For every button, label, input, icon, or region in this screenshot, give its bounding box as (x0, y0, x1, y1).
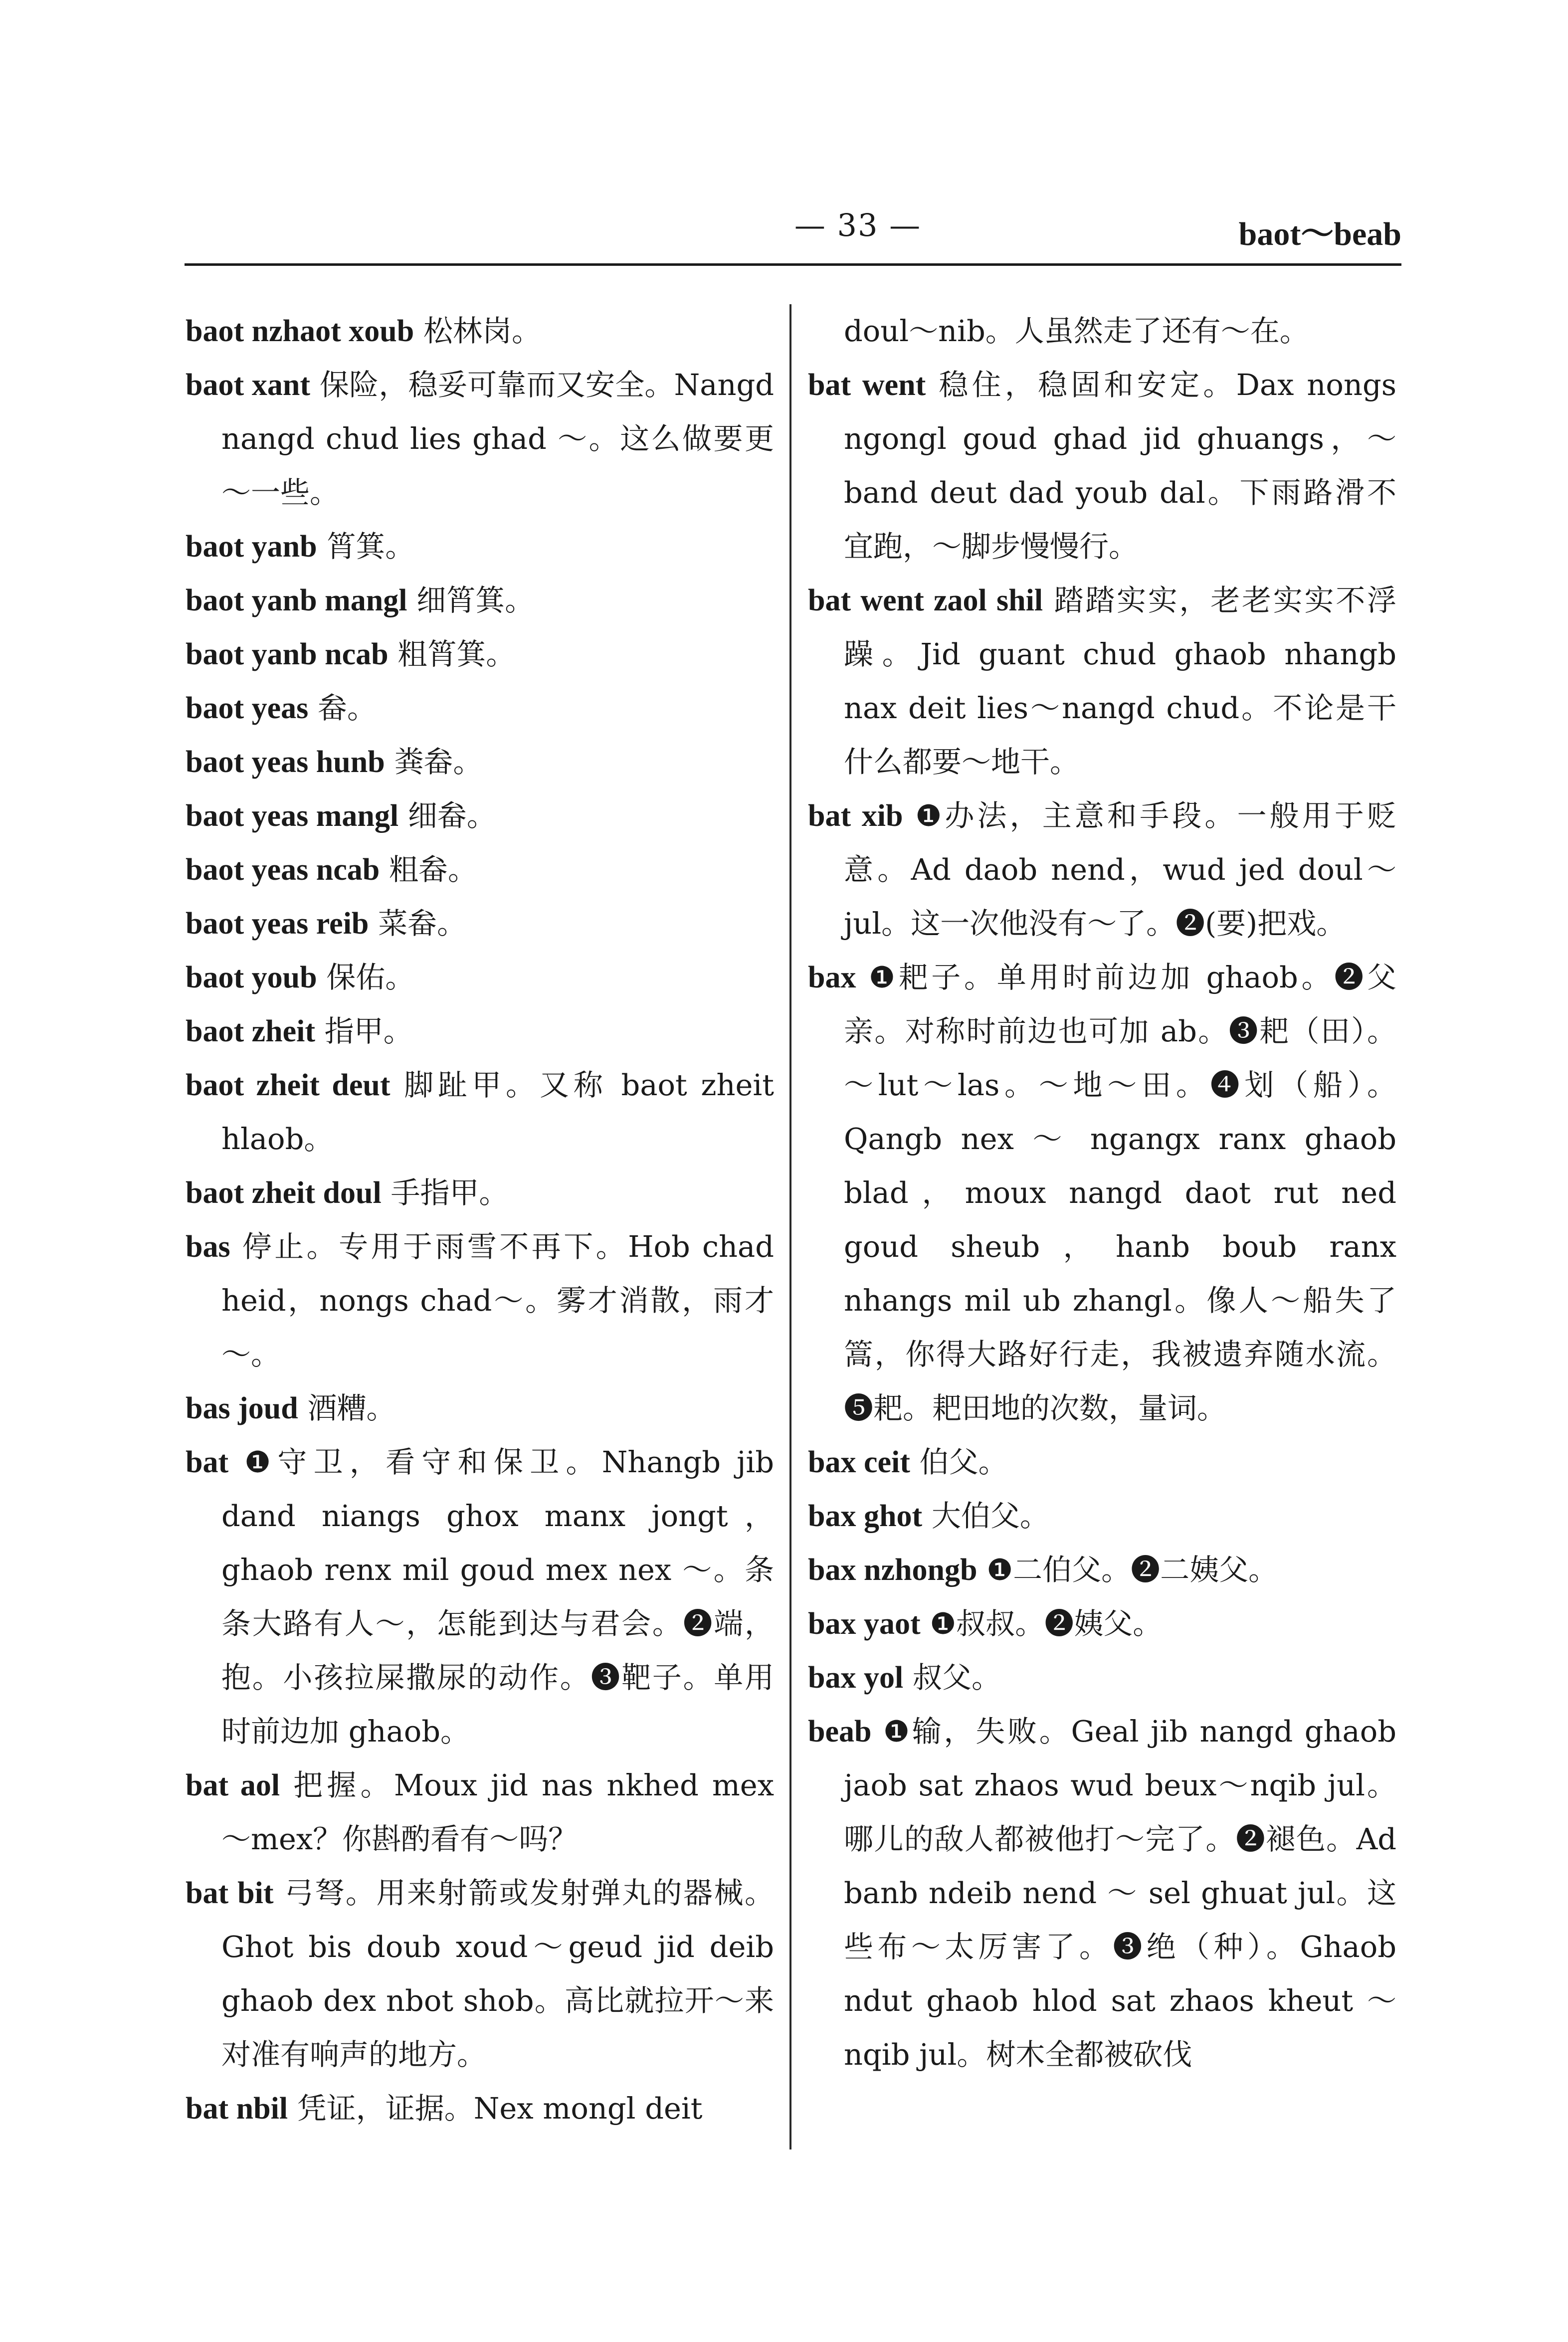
entry-definition: 踏踏实实，老老实实不浮躁。Jid guant chud ghaob nhangb nax deit lies～nangd chud。不论是干什么都要～地干。 (844, 583, 1396, 779)
dictionary-entry (808, 304, 1396, 358)
dictionary-entry (186, 951, 774, 1004)
entry-headword: baot yeas (186, 691, 309, 725)
dictionary-entry (186, 1435, 774, 1758)
entry-definition: ❶二伯父。❷二姨父。 (977, 1553, 1278, 1587)
entry-definition: 停止。专用于雨雪不再下。Hob chad heid，nongs chad～。雾才消散，雨才～。 (221, 1229, 774, 1371)
dictionary-entry (186, 304, 774, 358)
left-column (186, 304, 774, 2136)
entry-definition: ❶守卫，看守和保卫。Nhangb jib dand niangs ghox manx jongt，ghaob renx mil goud mex nex ～。条条大路有人～，怎能到达与君会。❷端，抱。小孩拉屎撒尿的动作。❸靶子。单用时前边加 ghaob。 (221, 1445, 774, 1749)
entry-definition: 松林岗。 (414, 314, 541, 348)
dictionary-entry (808, 1489, 1396, 1543)
entry-headword: bat went zaol shil (808, 584, 1043, 617)
dictionary-entry (186, 789, 774, 843)
entry-headword: bat bit (186, 1876, 274, 1910)
entry-definition: doul～nib。人虽然走了还有～在。 (844, 314, 1309, 348)
entry-headword: bax yaot (808, 1607, 921, 1641)
entry-definition: 畚。 (308, 691, 377, 725)
entry-definition: ❶输，失败。Geal jib nangd ghaob jaob sat zhaos wud beux～nqib jul。哪儿的敌人都被他打～完了。❷褪色。Ad banb ndeib nend ～ sel ghuat jul。这些布～太厉害了。❸绝（种）。Ghaob ndut ghaob hlod sat zhaos kheut ～ nqib jul。树木全都被砍伐 (844, 1714, 1396, 2072)
dictionary-entry (186, 681, 774, 735)
entry-definition: 粗筲箕。 (388, 637, 516, 671)
entry-definition: ❶耙子。单用时前边加 ghaob。❷父亲。对称时前边也可加 ab。❸耙（田）。～lut～las。～地～田。❹划（船）。Qangb nex ～ ngangx ranx ghaob blad，moux nangd daot rut ned goud sheub，hanb boub ranx nhangs mil ub zhangl。像人～船失了篙，你得大路好行走，我被遗弃随水流。❺耙。耙田地的次数，量词。 (844, 960, 1396, 1425)
entry-definition: 叔父。 (903, 1660, 1001, 1695)
entry-definition: 指甲。 (315, 1014, 413, 1048)
dictionary-entry (808, 1597, 1396, 1651)
entry-definition: 保险，稳妥可靠而又安全。Nangd nangd chud lies ghad ～。这么做要更～一些。 (221, 368, 774, 510)
entry-definition: 细畚。 (398, 798, 496, 833)
dictionary-entry (808, 1651, 1396, 1705)
entry-definition: ❶叔叔。❷姨父。 (920, 1606, 1163, 1641)
entry-headword: bas (186, 1230, 230, 1264)
entry-definition: ❶办法，主意和手段。一般用于贬意。Ad daob nend，wud jed doul～jul。这一次他没有～了。❷(要)把戏。 (844, 798, 1396, 941)
entry-definition: 弓弩。用来射箭或发射弹丸的器械。Ghot bis doub xoud～geud jid deib ghaob dex nbot shob。高比就拉开～来对准有响声的地方。 (221, 1876, 774, 2072)
entry-headword: baot zheit (186, 1014, 316, 1048)
dictionary-entry (808, 358, 1396, 574)
entry-definition: 菜畚。 (369, 906, 467, 941)
entry-definition: 筲箕。 (317, 529, 415, 564)
entry-headword: baot yeas ncab (186, 853, 380, 887)
entry-headword: bax ceit (808, 1445, 910, 1479)
dictionary-entry (186, 843, 774, 897)
entry-headword: beab (808, 1715, 872, 1749)
entry-headword: bat xib (808, 799, 903, 833)
entry-definition: 手指甲。 (381, 1175, 509, 1210)
entry-definition: 凭证，证据。Nex mongl deit (288, 2091, 703, 2126)
dictionary-entry (186, 1220, 774, 1381)
entry-definition: 脚趾甲。又称 baot zheit hlaob。 (221, 1068, 774, 1156)
dictionary-entry (186, 1381, 774, 1435)
dictionary-entry (186, 520, 774, 574)
entry-definition: 稳住，稳固和安定。Dax nongs ngongl goud ghad jid ghuangs，～band deut dad youb dal。下雨路滑不宜跑，～脚步慢慢行。 (844, 368, 1396, 564)
entry-headword: baot yeas reib (186, 907, 369, 941)
page-number: — 33 — (794, 207, 922, 243)
page-header (185, 202, 1401, 257)
entry-definition: 酒糟。 (298, 1391, 396, 1425)
entry-headword: bax nzhongb (808, 1553, 978, 1587)
dictionary-entry (186, 897, 774, 951)
entry-headword: baot zheit doul (186, 1176, 382, 1210)
entry-headword: baot yeas hunb (186, 745, 385, 779)
dictionary-entry (808, 1705, 1396, 2082)
entry-definition: 保佑。 (317, 960, 415, 994)
entry-headword: bat nbil (186, 2092, 288, 2126)
entry-definition: 大伯父。 (922, 1499, 1049, 1533)
entry-headword: baot zheit deut (186, 1068, 391, 1102)
entry-headword: bat aol (186, 1768, 280, 1802)
dictionary-entry (808, 574, 1396, 789)
dictionary-entry (186, 1004, 774, 1058)
dictionary-entry (186, 1058, 774, 1166)
dictionary-entry (186, 735, 774, 789)
entry-headword: baot xant (186, 368, 310, 402)
dictionary-entry (808, 789, 1396, 951)
entry-headword: bax yol (808, 1661, 904, 1695)
entry-headword: bat went (808, 368, 926, 402)
entry-headword: baot yanb (186, 530, 317, 564)
right-column (808, 304, 1396, 2082)
entry-headword: baot nzhaot xoub (186, 314, 414, 348)
entry-headword: bat (186, 1445, 229, 1479)
entry-headword: baot yeas mangl (186, 799, 399, 833)
running-head: baot～beab (1238, 216, 1401, 252)
entry-definition: 粗畚。 (380, 852, 478, 887)
dictionary-entry (808, 1435, 1396, 1489)
dictionary-entry (186, 1866, 774, 2082)
dictionary-entry (186, 1758, 774, 1866)
dictionary-entry (808, 1543, 1396, 1597)
entry-headword: bax (808, 961, 856, 994)
dictionary-entry (186, 1166, 774, 1220)
entry-definition: 把握。Moux jid nas nkhed mex ～mex？你斟酌看有～吗？ (221, 1768, 774, 1856)
entry-headword: baot yanb mangl (186, 584, 407, 617)
entry-headword: bax ghot (808, 1499, 923, 1533)
entry-definition: 粪畚。 (385, 745, 483, 779)
dictionary-entry (186, 627, 774, 681)
entry-headword: baot yanb ncab (186, 637, 389, 671)
entry-headword: baot youb (186, 961, 317, 994)
column-divider (789, 304, 791, 2149)
dictionary-entry (186, 2082, 774, 2136)
header-rule (185, 263, 1401, 266)
dictionary-entry (808, 951, 1396, 1435)
dictionary-entry (186, 358, 774, 520)
entry-headword: bas joud (186, 1391, 298, 1425)
entry-definition: 细筲箕。 (407, 583, 535, 617)
dictionary-entry (186, 574, 774, 627)
entry-definition: 伯父。 (910, 1445, 1008, 1479)
